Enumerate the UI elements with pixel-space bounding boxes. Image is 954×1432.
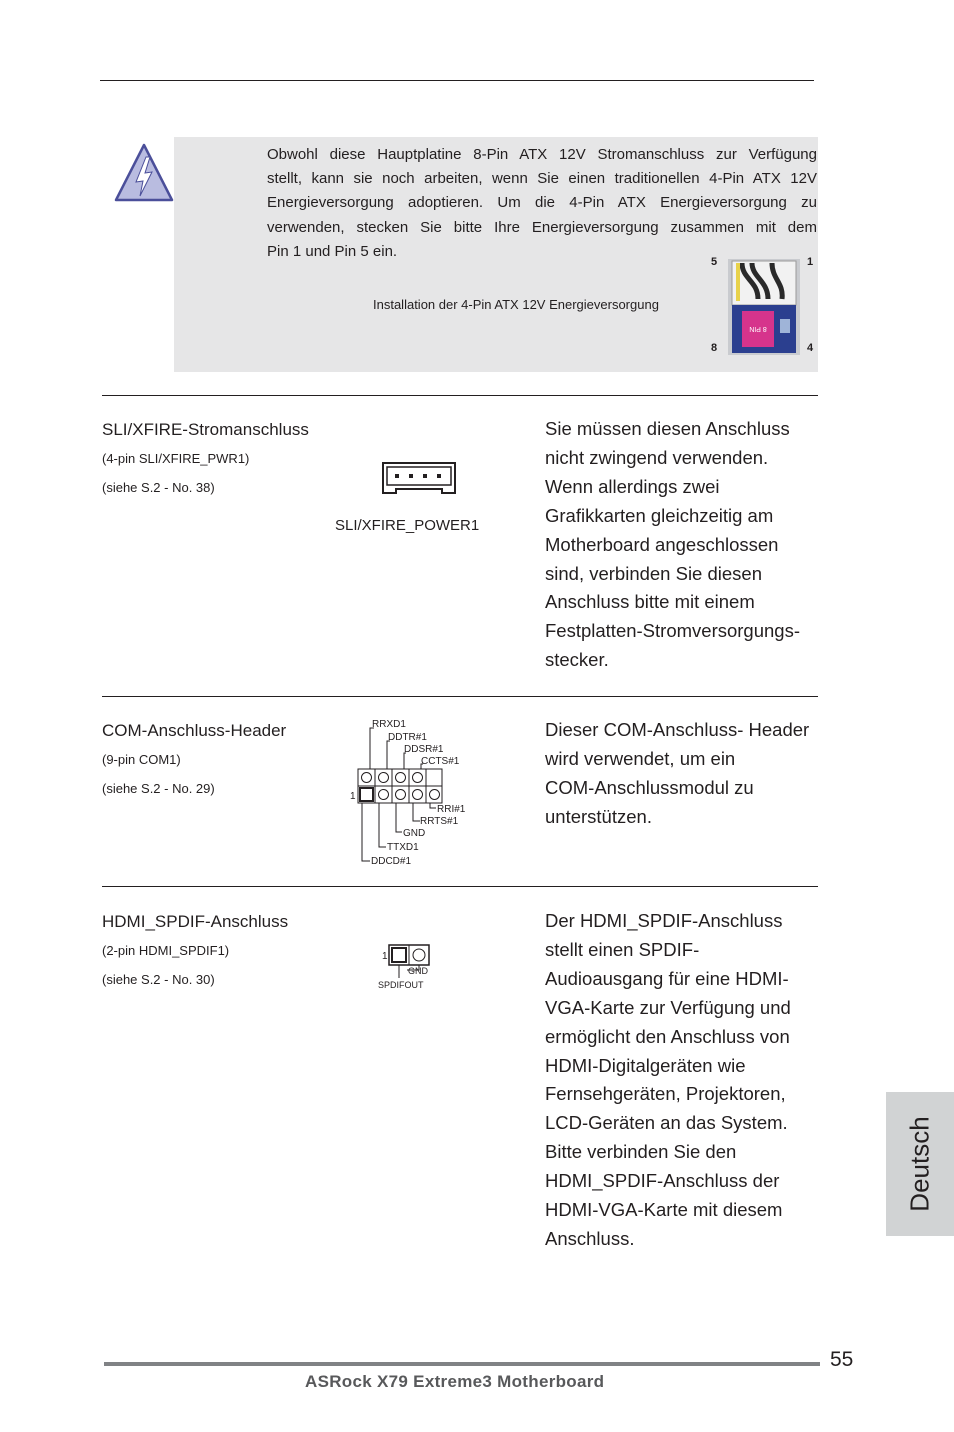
desc-line: Anschluss bitte mit einem bbox=[545, 591, 755, 613]
desc-line: Fernsehgeräten, Projektoren, bbox=[545, 1083, 786, 1105]
pin-label-5: 5 bbox=[711, 256, 718, 268]
note-caption: Installation der 4-Pin ATX 12V Energieversorgung bbox=[373, 297, 659, 312]
com-title: COM-Anschluss-Header bbox=[102, 721, 287, 740]
com-header-diagram bbox=[348, 714, 478, 870]
desc-line: COM-Anschlussmodul zu bbox=[545, 776, 754, 798]
desc-line: Grafikkarten gleichzeitig am bbox=[545, 504, 774, 526]
footer-title: ASRock X79 Extreme3 Motherboard bbox=[305, 1372, 605, 1391]
desc-line: stellt einen SPDIF- bbox=[545, 938, 700, 960]
sli-connector-icon bbox=[382, 462, 456, 494]
page-number: 55 bbox=[830, 1348, 854, 1371]
header-rule bbox=[100, 80, 814, 81]
com-pin: (9-pin COM1) bbox=[102, 752, 181, 767]
desc-line: HDMI-Digitalgeräten wie bbox=[545, 1054, 746, 1076]
section-rule bbox=[102, 696, 818, 697]
com-pin-label: TTXD1 bbox=[387, 842, 419, 853]
com-pin-label: DDCD#1 bbox=[371, 856, 412, 867]
desc-line: sind, verbinden Sie diesen bbox=[545, 562, 763, 584]
com-ref: (siehe S.2 - No. 29) bbox=[102, 781, 215, 796]
desc-line: Bitte verbinden Sie den bbox=[545, 1141, 737, 1163]
hdmi-pin: (2-pin HDMI_SPDIF1) bbox=[102, 943, 230, 958]
note-text bbox=[267, 143, 817, 264]
pin-label-4: 4 bbox=[807, 342, 814, 354]
com-pin-label: CCTS#1 bbox=[421, 756, 460, 767]
atx-connector-photo bbox=[728, 259, 800, 355]
note-line: Obwohl diese Hauptplatine 8-Pin ATX 12V Stromanschluss zur Verfügung bbox=[267, 146, 817, 163]
language-tab-label: Deutsch bbox=[904, 1116, 935, 1212]
com-pin-label: GND bbox=[403, 828, 426, 839]
desc-line: HDMI_SPDIF-Anschluss der bbox=[545, 1170, 780, 1192]
desc-line: Festplatten-Stromversorgungs- bbox=[545, 620, 800, 642]
hdmi-pin1-label: 1 bbox=[382, 951, 388, 962]
com-pin-label: DDTR#1 bbox=[388, 732, 427, 743]
com-pin-label: RRXD1 bbox=[372, 719, 406, 730]
section-rule bbox=[102, 395, 818, 396]
com-pin-label: RRTS#1 bbox=[420, 816, 459, 827]
desc-line: HDMI-VGA-Karte mit diesem bbox=[545, 1199, 783, 1221]
desc-line: ermöglicht den Anschluss von bbox=[545, 1025, 790, 1047]
note-line: Pin 1 und Pin 5 ein. bbox=[267, 242, 398, 260]
sli-title: SLI/XFIRE-Stromanschluss bbox=[102, 420, 309, 439]
note-line: stellt, kann sie noch arbeiten, wenn Sie einen traditionellen 4-Pin ATX 12V bbox=[267, 170, 817, 188]
hdmi-description bbox=[545, 907, 791, 1254]
hdmi-title: HDMI_SPDIF-Anschluss bbox=[102, 912, 289, 931]
note-line: verwenden, stecken Sie bitte Ihre Energieversorgung zusammen mit dem bbox=[267, 218, 817, 236]
connector-text: 8 PIN bbox=[749, 325, 767, 332]
note-line: Energieversorgung adoptieren. Um die 4-Pin ATX Energieversorgung zu bbox=[267, 194, 817, 212]
sli-ref: (siehe S.2 - No. 38) bbox=[102, 480, 215, 495]
desc-line: Motherboard angeschlossen bbox=[545, 533, 779, 555]
desc-line: Anschluss. bbox=[545, 1227, 635, 1249]
hdmi-ref: (siehe S.2 - No. 30) bbox=[102, 972, 215, 987]
desc-line: VGA-Karte zur Verfügung und bbox=[545, 996, 791, 1018]
section-rule bbox=[102, 886, 818, 887]
hdmi-spdif-diagram bbox=[374, 940, 444, 992]
pin-label-8: 8 bbox=[711, 342, 718, 354]
desc-line: Der HDMI_SPDIF-Anschluss bbox=[545, 910, 783, 931]
com-pin-label: DDSR#1 bbox=[404, 744, 444, 755]
hdmi-spdifout-label: SPDIFOUT bbox=[378, 980, 424, 990]
language-tab bbox=[886, 1092, 954, 1236]
com-pin1-label: 1 bbox=[350, 791, 356, 802]
sli-connector-label: SLI/XFIRE_POWER1 bbox=[335, 517, 480, 534]
sli-pin: (4-pin SLI/XFIRE_PWR1) bbox=[102, 451, 250, 466]
desc-line: wird verwendet, um ein bbox=[545, 747, 736, 769]
desc-line: LCD-Geräten an das System. bbox=[545, 1112, 788, 1134]
pin-label-1: 1 bbox=[807, 256, 814, 268]
desc-line: Sie müssen diesen Anschluss bbox=[545, 418, 790, 439]
desc-line: stecker. bbox=[545, 649, 609, 671]
com-description bbox=[545, 716, 809, 832]
hdmi-gnd-label: GND bbox=[408, 966, 428, 976]
desc-line: nicht zwingend verwenden. bbox=[545, 446, 769, 468]
desc-line: Wenn allerdings zwei bbox=[545, 475, 720, 497]
com-pin-label: RRI#1 bbox=[437, 804, 466, 815]
footer-rule bbox=[104, 1362, 820, 1366]
desc-line: unterstützen. bbox=[545, 805, 652, 827]
warning-icon bbox=[112, 142, 176, 204]
desc-line: Audioausgang für eine HDMI- bbox=[545, 967, 789, 989]
sli-description bbox=[545, 415, 800, 675]
desc-line: Dieser COM-Anschluss- Header bbox=[545, 719, 810, 740]
